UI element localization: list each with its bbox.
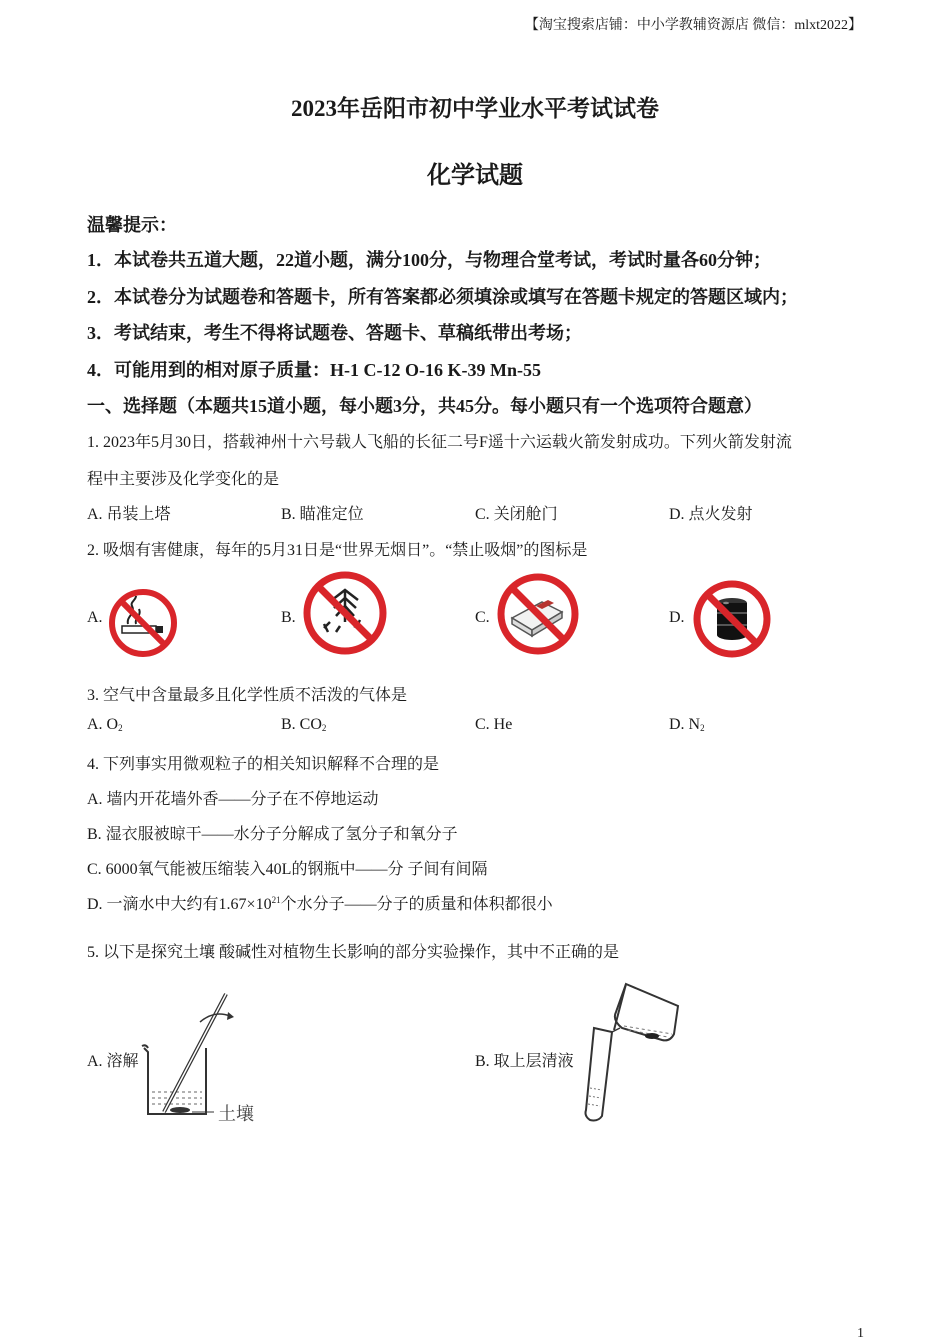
q1-option-a: A. 吊装上塔 xyxy=(87,506,171,523)
question-5: 5. 以下是探究土壤 酸碱性对植物生长影响的部分实验操作，其中不正确的是 xyxy=(87,944,620,961)
no-oil-barrel-icon xyxy=(692,579,772,659)
header-note: 【淘宝搜索店铺：中小学教辅资源店 微信：mlxt2022】 xyxy=(524,18,862,33)
question-3: 3. 空气中含量最多且化学性质不活泼的气体是 xyxy=(87,687,408,704)
question-4: 4. 下列事实用微观粒子的相关知识解释不合理的是 xyxy=(87,756,440,773)
question-1-line-1: 1. 2023年5月30日，搭载神州十六号载人飞船的长征二号F遥十六运载火箭发射成功。下列火箭发射流 xyxy=(87,434,792,451)
q4-option-b: B. 湿衣服被晾干——水分子分解成了氢分子和氧分子 xyxy=(87,826,458,843)
q3-option-b: B. $CO_2$ xyxy=(281,716,327,733)
tip-item-2: 2．本试卷分为试题卷和答题卡，所有答案都必须填涂或填写在答题卡规定的答题区域内； xyxy=(87,287,798,307)
no-smoking-icon xyxy=(106,586,180,660)
question-1-line-2: 程中主要涉及化学变化的是 xyxy=(87,471,280,488)
q2-label-b: B. xyxy=(281,609,296,626)
tip-item-4: 4．可能用到的相对原子质量：H-1 C-12 O-16 K-39 Mn-55 xyxy=(87,360,541,380)
tips-heading: 温馨提示： xyxy=(87,215,177,235)
q3-option-d: D. $N_2$ xyxy=(669,716,705,733)
q2-label-a: A. xyxy=(87,609,103,626)
question-2: 2. 吸烟有害健康，每年的5月31日是“世界无烟日”。“禁止吸烟”的图标是 xyxy=(87,542,588,559)
q5-option-a: A. 溶解 xyxy=(87,1053,139,1070)
pouring-test-tube-illustration xyxy=(574,980,684,1124)
q4-option-c: C. 6000氧气能被压缩装入40L的钢瓶中——分 子间有间隔 xyxy=(87,861,488,878)
q3-option-c: C. He xyxy=(475,716,513,733)
page-number: 1 xyxy=(857,1326,864,1341)
q5-option-b: B. 取上层清液 xyxy=(475,1053,574,1070)
no-fireworks-icon xyxy=(302,570,388,656)
q1-option-b: B. 瞄准定位 xyxy=(281,506,364,523)
q1-option-d: D. 点火发射 xyxy=(669,506,753,523)
q1-option-c: C. 关闭舱门 xyxy=(475,506,558,523)
no-matches-icon xyxy=(496,572,580,656)
tip-item-1: 1．本试卷共五道大题，22道小题，满分100分，与物理合堂考试，考试时量各60分钟； xyxy=(87,250,771,270)
q4-option-d: D. 一滴水中大约有$1.67\times 10^{21}$个水分子——分子的质量和体积都很小 xyxy=(87,895,553,913)
q2-label-d: D. xyxy=(669,609,685,626)
soil-label: 土壤 xyxy=(218,1104,254,1125)
tip-item-3: 3．考试结束，考生不得将试题卷、答题卡、草稿纸带出考场； xyxy=(87,323,582,343)
q3-option-a: A. $O_2$ xyxy=(87,716,123,733)
q2-label-c: C. xyxy=(475,609,490,626)
section-heading: 一、选择题（本题共15道小题，每小题3分，共45分。每小题只有一个选项符合题意） xyxy=(87,396,762,416)
exam-title: 2023年岳阳市初中学业水平考试试卷 xyxy=(291,96,659,121)
exam-subtitle: 化学试题 xyxy=(427,163,523,189)
q4-option-a: A. 墙内开花墙外香——分子在不停地运动 xyxy=(87,791,379,808)
